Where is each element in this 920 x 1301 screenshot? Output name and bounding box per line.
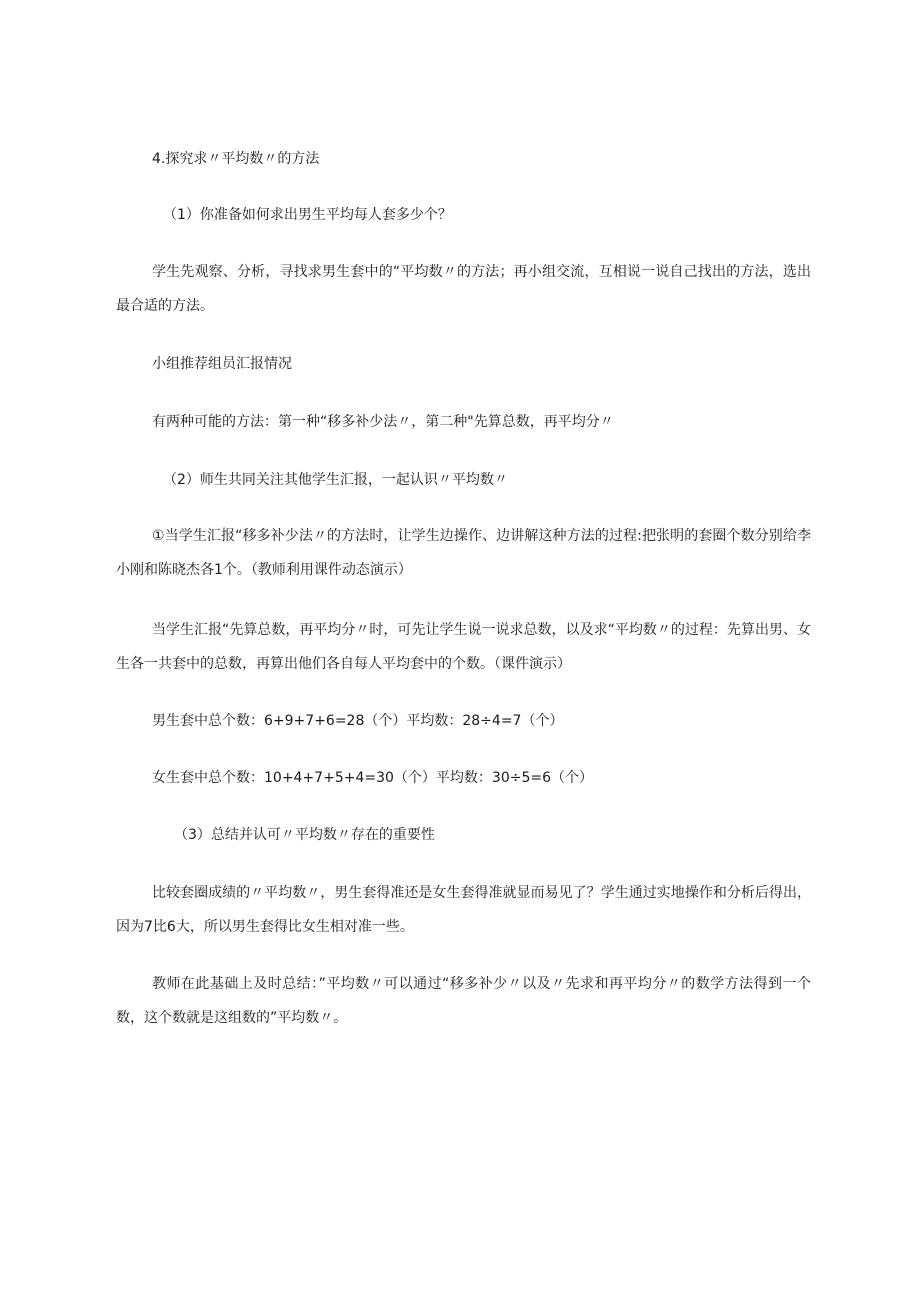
section-heading: 4.探究求〃平均数〃的方法 [152,151,320,167]
paragraph-compare: 比较套圈成绩的〃平均数〃，男生套得准还是女生套得准就显而易见了？学生通过实地操作和分析后得出，因为7比6大，所以男生套得比女生相对准一些。 [116,885,811,935]
paragraph-summary: 教师在此基础上及时总结：”平均数〃可以通过“移多补少〃以及〃先求和再平均分〃的数学方法得到一个数，这个数就是这组数的”平均数〃。 [116,976,811,1026]
paragraph-two-methods: 有两种可能的方法：第一种“移多补少法〃，第二种"先算总数，再平均分〃 [152,414,614,430]
question-1: （1）你准备如何求出男生平均每人套多少个？ [163,207,452,223]
calc-boys: 男生套中总个数：6+9+7+6=28（个）平均数：28÷4=7（个） [152,713,564,729]
paragraph-total-method: 当学生汇报“先算总数，再平均分〃时，可先让学生说一说求总数，以及求“平均数〃的过程：先算出男、女生各一共套中的总数，再算出他们各自每人平均套中的个数。（课件演示） [116,622,811,672]
paragraph-group-report: 小组推荐组员汇报情况 [152,356,292,372]
calc-girls: 女生套中总个数：10+4+7+5+4=30（个）平均数：30÷5=6（个） [152,770,593,786]
question-2: （2）师生共同关注其他学生汇报，一起认识〃平均数〃 [163,472,508,488]
paragraph-observe: 学生先观察、分析，寻找求男生套中的“平均数〃的方法；再小组交流，互相说一说自己找出的方法，选出最合适的方法。 [116,264,811,314]
paragraph-move-method: ①当学生汇报“移多补少法〃的方法时，让学生边操作、边讲解这种方法的过程:把张明的套圈个数分别给李小刚和陈晓杰各1个。（教师利用课件动态演示） [116,528,811,578]
question-3: （3）总结并认可〃平均数〃存在的重要性 [174,827,435,843]
